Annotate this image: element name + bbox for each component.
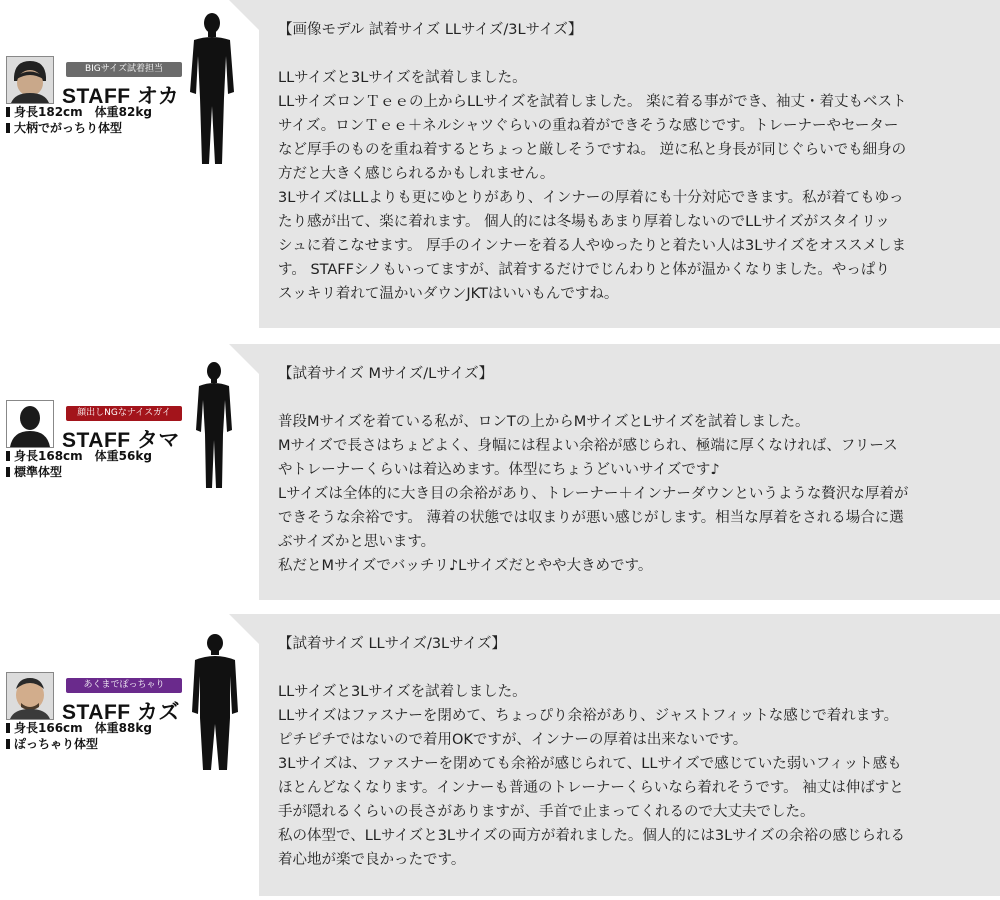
bullet-marker — [6, 107, 10, 117]
speech-bubble-tail — [229, 344, 259, 374]
bullet-marker — [6, 123, 10, 133]
staff-badge: 顔出しNGなナイスガイ — [66, 406, 182, 421]
staff-photo-avatar — [6, 56, 54, 104]
staff-height-weight: 身長168cm 体重56kg — [6, 448, 152, 464]
staff-badge: BIGサイズ試着担当 — [66, 62, 182, 77]
review-box — [259, 614, 1000, 896]
staff-name: STAFF タマ — [62, 429, 180, 452]
body-silhouette-icon — [188, 10, 236, 168]
staff-photo-avatar — [6, 672, 54, 720]
review-title: 【試着サイズ LLサイズ/3Lサイズ】 — [278, 636, 506, 652]
review-box — [259, 0, 1000, 328]
review-body: LLサイズと3Lサイズを試着しました。 LLサイズロンＴｅｅの上からLLサイズを試着しました。 楽に着る事ができ、袖丈・着丈もベスト サイズ。ロンＴｅｅ＋ネルシャツぐらいの重ね着ができそうな感じです。トレーナーやセーター など厚手のものを重ね着するとちょっと厳しそうですね。 逆に私と身長が同じぐらいでも細身の 方だと大きく感じられるかもしれません。 3LサイズはLLよりも更にゆとりがあり、インナーの厚着にも十分対応できます。私が着てもゆっ たり感が出て、楽に着れます。 個人的には冬場もあまり厚着しないのでLLサイズがスタイリッ シュに着こなせます。 厚手のインナーを着る人やゆったりと着たい人は3Lサイズをオススメしま す。 STAFFシノもいってますが、試着するだけでじんわりと体が温かくなりました。やっぱり スッキリ着れて温かいダウンJKTはいいもんですね。 — [278, 70, 907, 302]
speech-bubble-tail — [229, 0, 259, 30]
speech-bubble-tail — [229, 614, 259, 644]
review-body: 普段Mサイズを着ている私が、ロンTの上からMサイズとLサイズを試着しました。 Mサイズで長さはちょどよく、身幅には程よい余裕が感じられ、極端に厚くなければ、フリース やトレーナーくらいは着込めます。体型にちょうどいいサイズです♪ Lサイズは全体的に大き目の余裕があり、トレーナー＋インナーダウンというような贅沢な厚着が できそうな余裕です。 薄着の状態では収まりが悪い感じがします。相当な厚着をされる場合に選 ぶサイズかと思います。 私だとMサイズでバッチリ♪Lサイズだとやや大きめです。 — [278, 414, 909, 574]
review-title: 【画像モデル 試着サイズ LLサイズ/3Lサイズ】 — [278, 22, 583, 38]
staff-stats — [6, 104, 152, 136]
staff-height-weight: 身長166cm 体重88kg — [6, 720, 152, 736]
bullet-marker — [6, 451, 10, 461]
review-box — [259, 344, 1000, 600]
staff-body-type: 標準体型 — [6, 464, 152, 480]
staff-body-type: ぽっちゃり体型 — [6, 736, 152, 752]
review-title: 【試着サイズ Mサイズ/Lサイズ】 — [278, 366, 494, 382]
staff-name: STAFF オカ — [62, 85, 180, 108]
staff-stats — [6, 720, 152, 752]
staff-badge: あくまでぽっちゃり — [66, 678, 182, 693]
staff-photo-avatar — [6, 400, 54, 448]
staff-height-weight: 身長182cm 体重82kg — [6, 104, 152, 120]
review-section-oka — [0, 0, 1000, 330]
bullet-marker — [6, 467, 10, 477]
body-silhouette-icon — [192, 360, 236, 492]
bullet-marker — [6, 723, 10, 733]
review-section-tama — [0, 344, 1000, 600]
review-section-kazu — [0, 614, 1000, 896]
body-silhouette-icon — [190, 632, 240, 774]
staff-profile — [6, 400, 196, 500]
staff-name: STAFF カズ — [62, 701, 180, 724]
staff-body-type: 大柄でがっちり体型 — [6, 120, 152, 136]
review-body: LLサイズと3Lサイズを試着しました。 LLサイズはファスナーを閉めて、ちょっぴり余裕があり、ジャストフィットな感じで着れます。 ピチピチではないので着用OKですが、インナーの厚着は出来ないです。 3Lサイズは、ファスナーを閉めても余裕が感じられて、LLサイズで感じていた弱いフィット感も ほとんどなくなります。インナーも普通のトレーナーくらいなら着れそうです。 袖丈は伸ばすと 手が隠れるくらいの長さがありますが、手首で止まってくれるので大丈夫でした。 私の体型で、LLサイズと3Lサイズの両方が着れました。個人的には3Lサイズの余裕の感じられる 着心地が楽で良かったです。 — [278, 684, 905, 868]
bullet-marker — [6, 739, 10, 749]
staff-profile — [6, 672, 196, 772]
staff-stats — [6, 448, 152, 480]
staff-profile — [6, 56, 196, 156]
